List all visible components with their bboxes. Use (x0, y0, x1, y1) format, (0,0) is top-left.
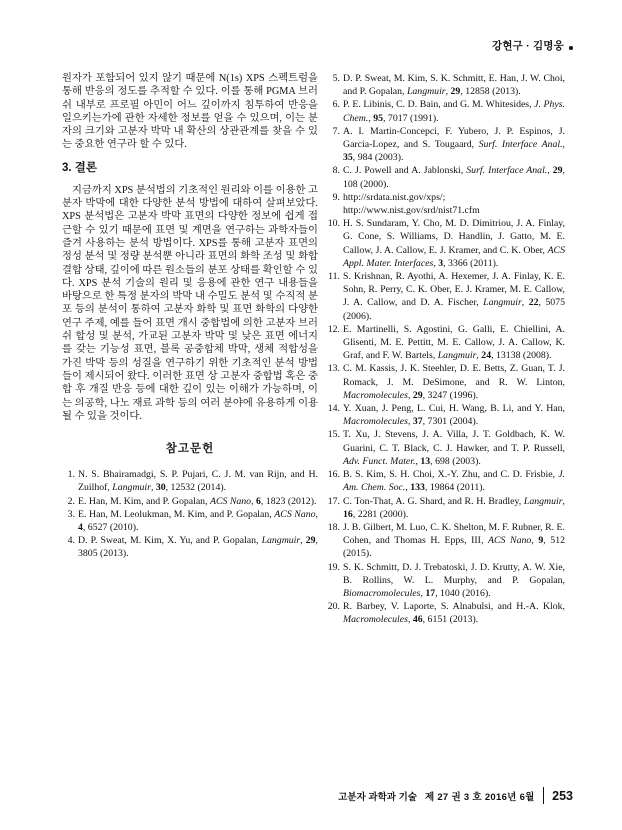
references-heading: 참고문헌 (165, 443, 215, 456)
reference-number: 4. (67, 535, 75, 547)
reference-number: 7. (332, 125, 340, 137)
reference-item: 6. P. E. Libinis, C. D. Bain, and G. M. Whitesides, J. Phys. Chem., 95, 7017 (1991). (327, 98, 565, 124)
reference-item: 16. B. S. Kim, S. H. Choi, X.-Y. Zhu, and C. D. Frisbie, J. Am. Chem. Soc., 133, 19864 (2011). (327, 469, 565, 494)
footer-page-number: 253 (552, 788, 573, 803)
references-list-left (62, 468, 318, 560)
page-footer (338, 787, 573, 804)
reference-item: 12. E. Martinelli, S. Agostini, G. Galli, E. Chiellini, A. Glisenti, M. E. Pettitt, M. E. Callow, J. A. Callow, K. Graf, and F. W. Bartels, Langmuir, 24, 13138 (2008). (327, 323, 565, 362)
reference-item: 8. C. J. Powell and A. Jablonski, Surf. Interface Anal., 29, 108 (2000). (327, 164, 565, 190)
reference-item: 7. A. I. Martin-Concepci, F. Yubero, J. P. Espinos, J. Garcia-Lopez, and S. Tougaard, Surf. Interface Anal., 35, 984 (2003). (327, 125, 565, 165)
reference-number: 6. (332, 99, 340, 111)
reference-number: 17. (327, 495, 340, 507)
reference-item: 2. E. Han, M. Kim, and P. Gopalan, ACS Nano, 6, 1823 (2012). (62, 495, 318, 508)
reference-item: 5. D. P. Sweat, M. Kim, S. K. Schmitt, E. Han, J. W. Choi, and P. Gopalan, Langmuir, 29, 12858 (2013). (327, 72, 565, 98)
reference-number: 18. (327, 521, 340, 533)
reference-item: 4. D. P. Sweat, M. Kim, X. Yu, and P. Gopalan, Langmuir, 29, 3805 (2013). (62, 534, 318, 560)
references-list-right (327, 72, 565, 627)
reference-number: 12. (327, 323, 340, 335)
header-authors: 강현구 · 김명웅 (492, 40, 564, 52)
reference-number: 16. (327, 469, 340, 481)
reference-number: 9. (332, 191, 340, 203)
right-column (327, 72, 565, 627)
reference-item: 20. R. Barbey, V. Laporte, S. Alnabulsi, and H.-A. Klok, Macromolecules, 46, 6151 (2013). (327, 601, 565, 626)
reference-item: 10. H. S. Sundaram, Y. Cho, M. D. Dimitriou, J. A. Finlay, G. Cone, S. Williams, D. Handlin, J. Gatto, M. E. Callow, J. A. Callow, E. J. Kramer, and C. K. Ober, ACS Appl. Mater. Interfaces, 3, 3366 (2011). (327, 218, 565, 269)
footer-journal-title: 고분자 과학과 기술 (338, 791, 417, 803)
left-column (62, 72, 318, 627)
reference-item: 14. Y. Xuan, J. Peng, L. Cui, H. Wang, B. Li, and Y. Han, Macromolecules, 37, 7301 (2004). (327, 403, 565, 428)
reference-item: 17. C. Ton-That, A. G. Shard, and R. H. Bradley, Langmuir, 16, 2281 (2000). (327, 495, 565, 520)
reference-number: 11. (328, 271, 340, 283)
conclusion-section-heading: 3. 결론 (62, 161, 98, 174)
intro-paragraph: 원자가 포함되어 있지 않기 때문에 N(1s) XPS 스펙트럼을 통해 반응의 정도를 추적할 수 있다. 이를 통해 PGMA 브러쉬 내부로 프로필 아민이 어느 깊이까지 침투하여 반응을 일으키는가에 관한 자세한 정보를 얻을 수 있으며, 이는 분자의 크기와 고분자 박막 내 확산의 상관관계를 찾을 수 있는 중요한 연구라 할 수 있다. (62, 73, 318, 151)
reference-number: 2. (67, 495, 75, 507)
reference-item: 13. C. M. Kassis, J. K. Steehler, D. E. Betts, Z. Guan, T. J. Romack, J. M. DeSimone, and R. W. Linton, Macromolecules, 29, 3247 (1996). (327, 363, 565, 401)
reference-item: 9. http://srdata.nist.gov/xps/; http://www.nist.gov/srd/nist71.cfm (327, 191, 565, 217)
conclusion-paragraph: 지금까지 XPS 분석법의 기초적인 원리와 이를 이용한 고분자 박막에 대한 다양한 분석 방법에 대하여 살펴보았다. XPS 분석법은 고분자 박막 표면의 다양한 정보에 쉽게 접근할 수 있기 때문에 표면 및 계면을 연구하는 과학자들이 즐겨 사용하는 분석 방법이다. XPS를 통해 고분자 표면의 정성 분석 및 정량 분석뿐 아니라 표면의 화학 조성 및 화합 결합 상태, 깊이에 따른 원소들의 분포 상태를 확인할 수 있다. XPS 분석 기술의 원리 및 응용에 관한 연구 내용들을 바탕으로 한 특정 분자의 박막 내 수밀도 분석 및 수직적 분포 등의 분석이 통하여 고분자 화학 및 표면 화학의 다양한 연구 주제, 예를 들어 표면 개시 중합법에 의한 고분자 브러쉬 합성 및 분석, 가교된 고분자 박막 및 낮은 표면 에너지를 갖는 기능성 표면, 블록 공중합체 박막, 생체 적합성을 가진 박막 등의 성질을 연구하기 위한 기초적인 분석 방법들이 제시되어 왔다. 이러한 표면 상 고분자 중합법 혹은 중합 후 개질 반응 등에 대한 깊이 있는 이해가 가능하며, 이는 의공학, 나노 재료 과학 등의 여러 분야에 유용하게 이용될 수 있을 것이다. (62, 184, 318, 422)
reference-number: 8. (332, 165, 340, 177)
reference-number: 20. (327, 601, 340, 613)
reference-number: 19. (327, 561, 340, 573)
reference-number: 5. (332, 73, 340, 84)
two-column-body (62, 72, 565, 627)
ring-icon (569, 46, 573, 50)
footer-issue: 제 27 권 3 호 2016년 6월 (424, 791, 535, 803)
reference-item: 18. J. B. Gilbert, M. Luo, C. K. Shelton, M. F. Rubner, R. E. Cohen, and Thomas H. Epps, III, ACS Nano, 9, 512 (2015). (327, 521, 566, 560)
reference-item: 11. S. Krishnan, R. Ayothi, A. Hexemer, J. A. Finlay, K. E. Sohn, R. Perry, C. K. Ober, E. J. Kramer, M. E. Callow, J. A. Callow, and D. A. Fischer, Langmuir, 22, 5075 (2006). (328, 271, 566, 322)
reference-number: 15. (327, 429, 340, 441)
reference-item: 3. E. Han, M. Leolukman, M. Kim, and P. Gopalan, ACS Nano, 4, 6527 (2010). (62, 508, 318, 534)
reference-item: 1. N. S. Bhairamadgi, S. P. Pujari, C. J. M. van Rijn, and H. Zuilhof, Langmuir, 30, 12532 (2014). (62, 468, 318, 494)
footer-divider (543, 787, 545, 804)
reference-item: 19. S. K. Schmitt, D. J. Trebatoski, J. D. Krutty, A. W. Xie, B. Rollins, W. L. Murphy, and P. Gopalan, Biomacromolecules, 17, 1040 (2016). (327, 561, 565, 599)
page-header (62, 38, 573, 53)
reference-number: 1. (67, 469, 75, 481)
reference-item: 15. T. Xu, J. Stevens, J. A. Villa, J. T. Goldbach, K. W. Guarini, C. T. Black, C. J. Hawker, and T. P. Russell, Adv. Funct. Mater., 13, 698 (2003). (327, 429, 565, 467)
reference-number: 3. (67, 508, 75, 520)
reference-number: 14. (327, 403, 340, 415)
reference-number: 10. (327, 218, 340, 230)
reference-number: 13. (327, 363, 340, 375)
